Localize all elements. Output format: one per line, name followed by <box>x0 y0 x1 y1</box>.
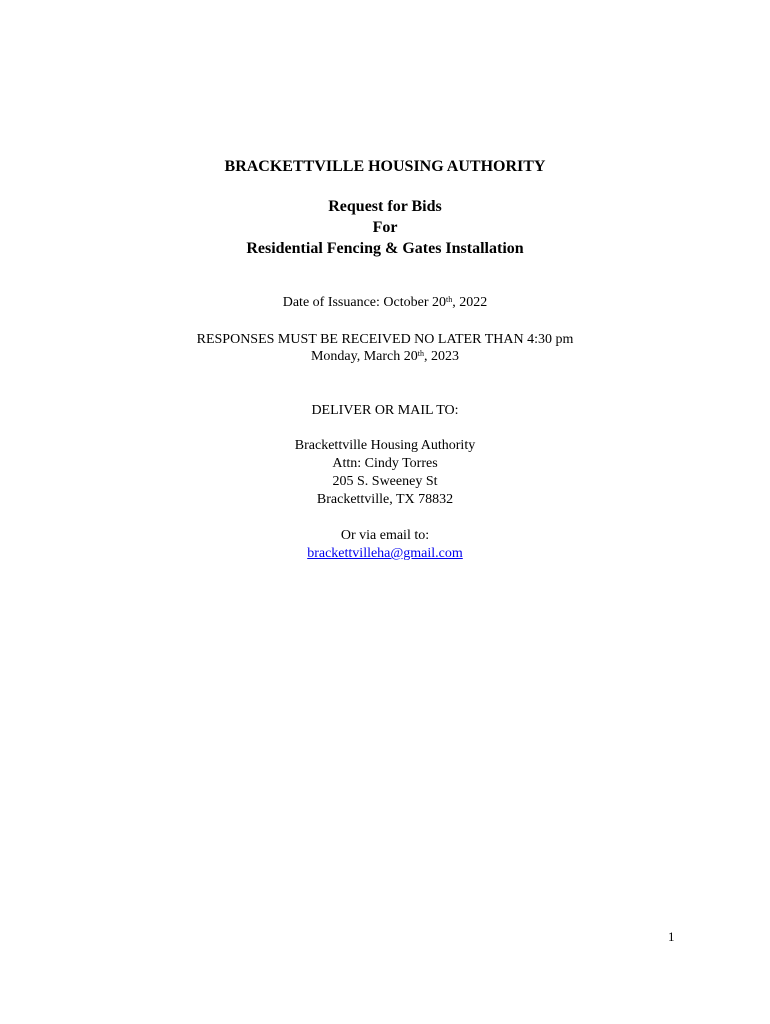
deadline-date-year: , 2023 <box>424 349 460 364</box>
address-name: Brackettville Housing Authority <box>294 438 476 453</box>
deliver-heading: DELIVER OR MAIL TO: <box>311 403 459 418</box>
address-attn: Attn: Cindy Torres <box>332 456 438 471</box>
request-title-line1: Request for Bids <box>328 198 442 215</box>
email-link[interactable]: brackettvilleha@gmail.com <box>307 546 463 561</box>
issuance-date <box>0 294 770 312</box>
organization-title: BRACKETTVILLE HOUSING AUTHORITY <box>224 158 546 175</box>
issuance-date-prefix: Date of Issuance: October 20 <box>282 295 447 310</box>
request-title-line2: For <box>372 219 398 236</box>
deadline-date-prefix: Monday, March 20 <box>310 349 418 364</box>
issuance-date-ordinal: th <box>446 295 453 304</box>
page-number: 1 <box>668 929 675 944</box>
address-city: Brackettville, TX 78832 <box>316 492 454 507</box>
email-intro: Or via email to: <box>340 528 430 543</box>
deadline-line: RESPONSES MUST BE RECEIVED NO LATER THAN 4:30 pm <box>196 332 574 347</box>
issuance-date-year: , 2022 <box>452 295 488 310</box>
request-title-line3: Residential Fencing & Gates Installation <box>246 240 524 257</box>
deadline-date-ordinal: th <box>417 349 425 358</box>
address-street: 205 S. Sweeney St <box>332 474 438 489</box>
email-line <box>0 545 770 563</box>
deadline-date <box>0 348 770 366</box>
